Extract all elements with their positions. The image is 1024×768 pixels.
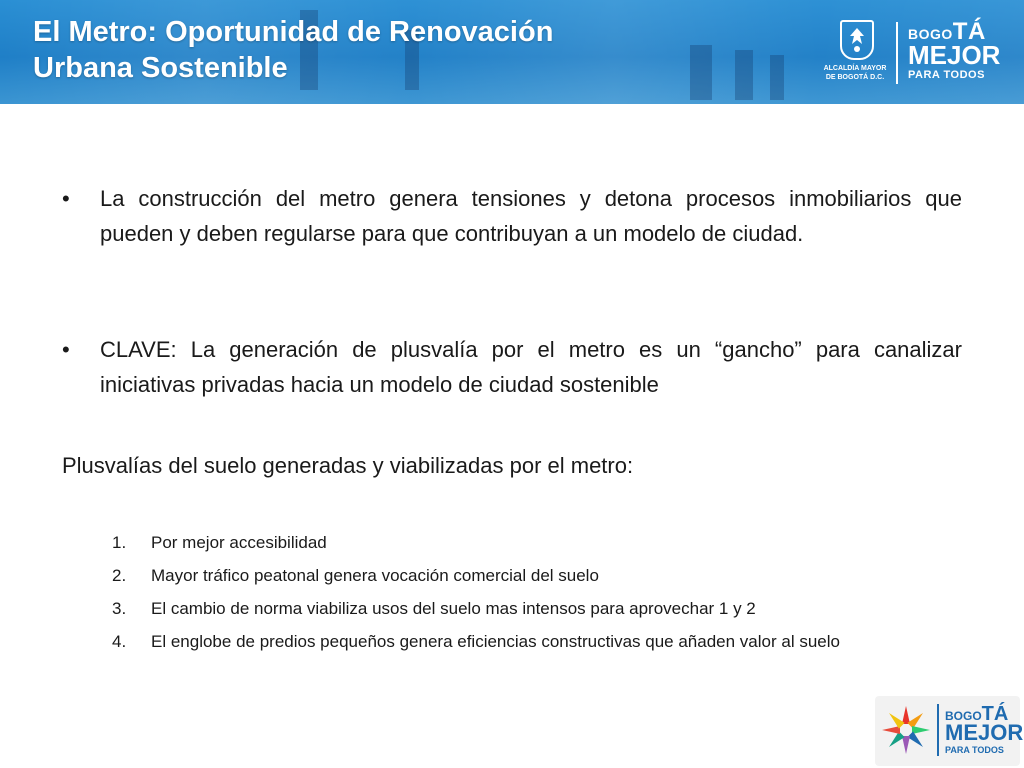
header-figure [735, 50, 753, 100]
footer-brand-word-bogo: BOGO [945, 709, 982, 723]
header-figure [770, 55, 784, 100]
crest-text [818, 64, 892, 82]
brand-word-para-todos: PARA TODOS [908, 69, 985, 81]
footer-brand-word-ta: TÁ [981, 703, 1009, 725]
subheading: Plusvalías del suelo generadas y viabilizadas por el metro: [62, 453, 634, 478]
bullet-item [62, 332, 962, 402]
logo-divider [896, 22, 898, 84]
slide-title-line1: El Metro: Oportunidad de Renovación [33, 16, 554, 48]
slide-title-line2: Urbana Sostenible [33, 52, 288, 84]
brand-word-ta: TÁ [952, 18, 986, 45]
footer-brand-word-mejor: MEJOR [945, 720, 1024, 745]
list-item [112, 562, 962, 589]
footer-brand-word-para-todos: PARA TODOS [945, 745, 1004, 755]
bullet-symbol: • [62, 337, 70, 362]
crest-text-line2: DE BOGOTÁ D.C. [825, 74, 885, 81]
list-item [112, 595, 962, 622]
slide-header [0, 0, 1024, 104]
list-number: 1. [112, 533, 127, 552]
crest-text-line1: ALCALDÍA MAYOR [823, 65, 887, 72]
list-text: Mayor tráfico peatonal genera vocación comercial del suelo [151, 566, 599, 585]
brand-word-mejor: MEJOR [908, 40, 1001, 70]
list-number: 4. [112, 632, 127, 651]
bogota-mejor-logo [908, 20, 1000, 81]
list-number: 3. [112, 599, 127, 618]
alcaldia-crest-logo [824, 18, 886, 90]
bullet-text: La construcción del metro genera tensiones y detona procesos inmobiliarios que pueden y deben regularse para que contribuyan a un modelo de ciudad. [100, 186, 962, 246]
slide-title [33, 14, 673, 86]
list-text: Por mejor accesibilidad [151, 533, 327, 552]
list-number: 2. [112, 566, 127, 585]
header-figure [690, 45, 712, 100]
star-burst-icon [880, 704, 932, 756]
header-logos [824, 18, 1004, 88]
bullet-item [62, 181, 962, 251]
footer-logo [875, 696, 1024, 766]
bullet-symbol: • [62, 186, 70, 211]
list-item [112, 529, 962, 556]
list-text: El cambio de norma viabiliza usos del suelo mas intensos para aprovechar 1 y 2 [151, 599, 756, 618]
list-text: El englobe de predios pequeños genera eficiencias constructivas que añaden valor al suelo [151, 632, 840, 651]
footer-logo-divider [937, 704, 939, 756]
footer-bogota-mejor-logo [945, 704, 1023, 755]
list-item [112, 628, 962, 655]
shield-icon [840, 20, 874, 60]
eagle-icon [842, 22, 872, 58]
bullet-text: CLAVE: La generación de plusvalía por el metro es un “gancho” para canalizar iniciativas privadas hacia un modelo de ciudad sostenible [100, 337, 962, 397]
brand-word-bogo: BOGO [908, 26, 953, 42]
